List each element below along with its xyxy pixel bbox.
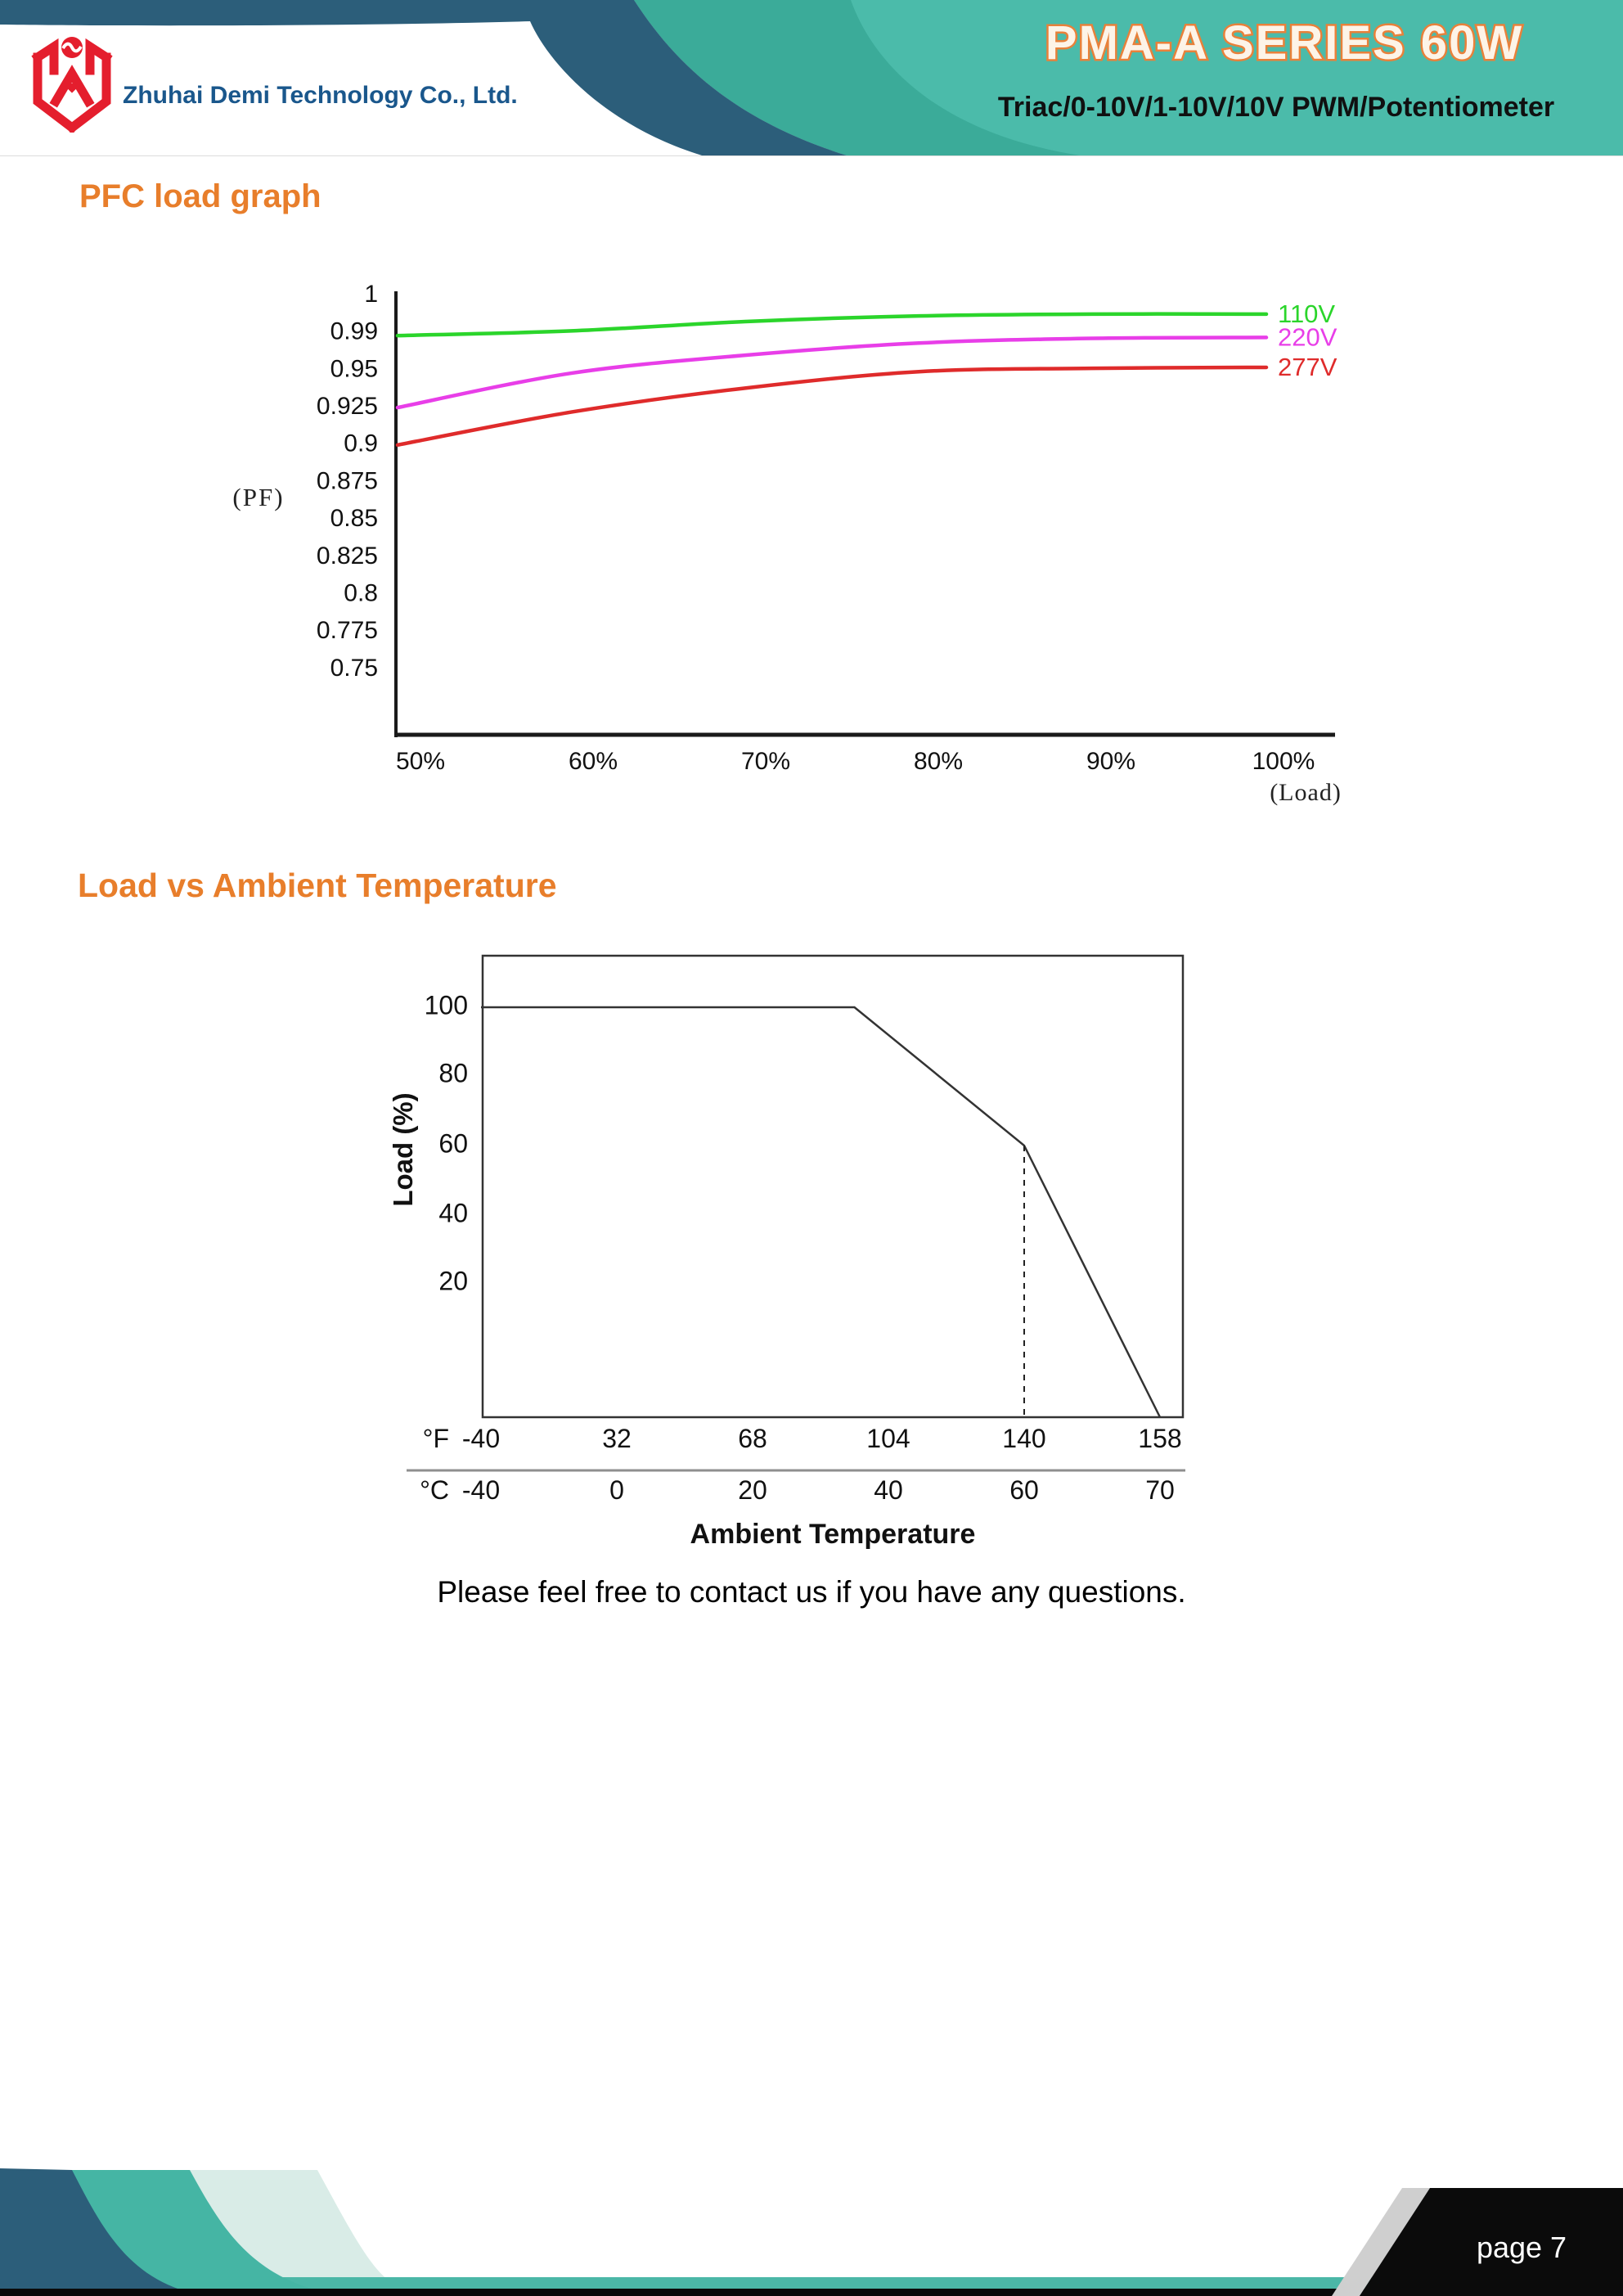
y-tick-label: 0.8 bbox=[344, 579, 378, 607]
x-tick-label: 100% bbox=[1252, 748, 1315, 775]
footer-decoration bbox=[0, 2160, 1623, 2296]
y-tick-label: 0.9 bbox=[344, 430, 378, 457]
load-vs-temperature-chart bbox=[311, 933, 1325, 1571]
product-title-art bbox=[982, 7, 1587, 82]
y-tick-label: 1 bbox=[364, 280, 378, 308]
product-subtitle: Triac/0-10V/1-10V/10V PWM/Potentiometer bbox=[997, 92, 1555, 123]
logo-center-chevron bbox=[65, 82, 79, 88]
x-tick-label-c: -40 bbox=[461, 1475, 501, 1505]
y-tick-label: 0.95 bbox=[330, 355, 378, 383]
y-tick-label: 0.99 bbox=[330, 317, 378, 345]
pfc-load-chart bbox=[213, 278, 1391, 818]
legend-label-277v: 277V bbox=[1278, 353, 1338, 382]
section-title-derating: Load vs Ambient Temperature bbox=[78, 867, 557, 904]
x-tick-label: 90% bbox=[1086, 748, 1136, 775]
unit-label-celsius: °C bbox=[420, 1475, 449, 1505]
x-tick-label-f: 104 bbox=[866, 1424, 910, 1453]
x-tick-label-c: 40 bbox=[874, 1475, 903, 1505]
x-tick-label: 80% bbox=[913, 748, 964, 775]
x-tick-label-c: 0 bbox=[609, 1475, 624, 1505]
x-tick-label-c: 20 bbox=[738, 1475, 767, 1505]
y-tick-label: 60 bbox=[438, 1128, 468, 1159]
y-tick-label: 0.85 bbox=[330, 505, 378, 533]
y-tick-label: 0.825 bbox=[316, 542, 378, 569]
x-axis-title: Ambient Temperature bbox=[690, 1519, 976, 1550]
plot-box bbox=[483, 956, 1183, 1417]
x-tick-label-f: -40 bbox=[461, 1424, 501, 1453]
unit-label-fahrenheit: °F bbox=[422, 1424, 449, 1453]
x-tick-label-c: 60 bbox=[1009, 1475, 1039, 1505]
series-line-220v bbox=[398, 337, 1266, 407]
y-tick-label: 0.925 bbox=[316, 393, 378, 421]
x-tick-label-f: 158 bbox=[1138, 1424, 1182, 1453]
legend-label-220v: 220V bbox=[1278, 322, 1338, 352]
x-tick-label-c: 70 bbox=[1145, 1475, 1175, 1505]
y-tick-label: 0.75 bbox=[330, 654, 378, 682]
y-axis-unit-label: (PF) bbox=[232, 483, 285, 511]
page-number: page 7 bbox=[1476, 2231, 1567, 2264]
y-tick-label: 0.875 bbox=[316, 467, 378, 495]
y-tick-label: 40 bbox=[438, 1198, 468, 1228]
x-tick-label: 70% bbox=[740, 748, 791, 775]
company-name: Zhuhai Demi Technology Co., Ltd. bbox=[123, 82, 518, 109]
y-tick-label: 100 bbox=[424, 990, 468, 1020]
y-axis-title: Load (%) bbox=[388, 1092, 418, 1207]
legend-label-110v: 110V bbox=[1278, 299, 1336, 329]
y-tick-label: 20 bbox=[438, 1266, 468, 1296]
product-title: PMA-A SERIES 60W bbox=[1045, 16, 1524, 70]
y-tick-label: 0.775 bbox=[316, 617, 378, 645]
x-tick-label-f: 32 bbox=[602, 1424, 632, 1453]
page-header bbox=[0, 0, 1623, 156]
x-tick-label-f: 68 bbox=[738, 1424, 767, 1453]
section-title-pfc: PFC load graph bbox=[79, 178, 321, 214]
series-line-110v bbox=[398, 314, 1266, 335]
company-logo bbox=[29, 33, 115, 133]
x-axis-unit-label: (Load) bbox=[1270, 779, 1342, 806]
y-tick-label: 80 bbox=[438, 1058, 468, 1088]
x-tick-label-f: 140 bbox=[1002, 1424, 1046, 1453]
contact-note: Please feel free to contact us if you have any questions. bbox=[437, 1575, 1186, 1609]
x-tick-label: 50% bbox=[395, 748, 446, 775]
x-tick-label: 60% bbox=[568, 748, 618, 775]
footer-black-strip bbox=[0, 2289, 1413, 2296]
derating-line bbox=[481, 1007, 1160, 1417]
